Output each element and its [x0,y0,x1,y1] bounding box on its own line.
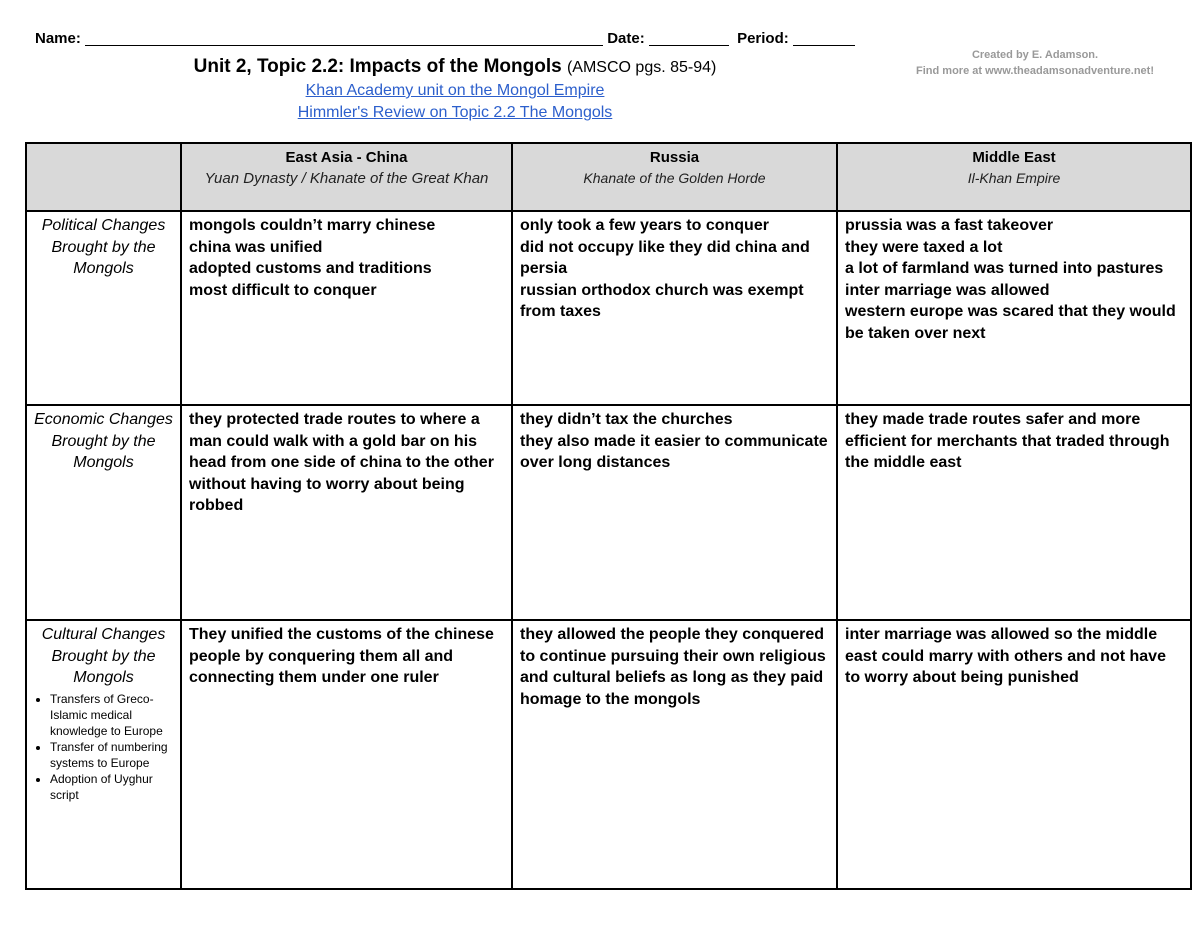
column-name: Russia [649,149,700,166]
cell-line: They unified the customs of the chinese people by conquering them all and connecting them under one ruler [189,626,494,686]
cell-line: only took a few years to conquer [520,217,769,234]
cell-line: they also made it easier to communicate over long distances [520,432,828,471]
cultural-bullet-list [34,691,173,803]
row-label: Economic Changes Brought by the Mongols [34,411,173,471]
row-label-political [26,211,181,405]
credit-line-2: Find more at www.theadamsonadventure.net! [916,65,1154,77]
cell-line: china was unified [189,238,323,256]
cell-political-middle-east[interactable] [837,211,1191,405]
graphic-organizer-table [25,142,1192,890]
cell-line: they allowed the people they conquered to continue pursuing their own religious and cultural beliefs as long as they paid homage to the mongols [520,626,826,708]
row-label-cultural [26,620,181,889]
column-subtitle: Khanate of the Golden Horde [583,170,766,186]
column-header-middle-east [837,143,1191,211]
cell-line: adopted customs and traditions [189,260,432,277]
row-label: Political Changes Brought by the Mongols [41,217,166,277]
cell-political-russia[interactable] [512,211,837,405]
khan-academy-link[interactable]: Khan Academy unit on the Mongol Empire [305,82,605,99]
cell-line: they protected trade routes to where a man could walk with a gold bar on his head from one side of china to the other without having to worry about being robbed [189,411,494,514]
list-item: • Adoption of Uyghur script [50,771,173,803]
cell-economic-china[interactable] [181,405,512,620]
cell-economic-middle-east[interactable] [837,405,1191,620]
cell-line: did not occupy like they did china and persia [520,238,810,277]
name-label: Name: [35,30,81,47]
table-row-economic [26,405,1191,620]
cell-line: inter marriage was allowed [845,281,1050,299]
credit-line-1: Created by E. Adamson. [971,49,1099,61]
cell-line: inter marriage was allowed so the middle east could marry with others and not have to worry about being punished [845,626,1166,686]
period-label: Period: [737,30,789,47]
cell-cultural-china[interactable] [181,620,512,889]
himmler-review-link[interactable]: Himmler's Review on Topic 2.2 The Mongols [297,104,613,121]
cell-line: mongols couldn’t marry chinese [189,217,436,234]
cell-line: russian orthodox church was exempt from taxes [520,281,804,320]
title-block [140,55,770,124]
column-subtitle: Il-Khan Empire [967,170,1061,186]
cell-line: a lot of farmland was turned into pastures [845,260,1164,277]
credit-block [880,47,1190,79]
table-header-row [26,143,1191,211]
title-main: Unit 2, Topic 2.2: Impacts of the Mongols [193,56,562,77]
period-field[interactable] [793,30,855,46]
title-sub: (AMSCO pgs. 85-94) [566,59,717,76]
cell-economic-russia[interactable] [512,405,837,620]
cell-cultural-middle-east[interactable] [837,620,1191,889]
date-field[interactable] [649,30,729,46]
cell-line: they were taxed a lot [845,238,1003,256]
page-title [140,55,770,80]
column-name: East Asia - China [285,149,408,166]
list-item: • Transfers of Greco-Islamic medical knowledge to Europe [50,691,173,739]
corner-cell [26,143,181,211]
cell-political-china[interactable] [181,211,512,405]
cell-line: most difficult to conquer [189,281,377,299]
cell-cultural-russia[interactable] [512,620,837,889]
cell-line: prussia was a fast takeover [845,217,1054,234]
row-label-economic [26,405,181,620]
column-name: Middle East [972,149,1056,166]
name-field[interactable] [85,30,603,46]
column-header-china [181,143,512,211]
column-subtitle: Yuan Dynasty / Khanate of the Great Khan [204,170,489,187]
date-label: Date: [607,30,645,47]
table-row-cultural [26,620,1191,889]
cell-line: western europe was scared that they would be taken over next [845,303,1176,342]
column-header-russia [512,143,837,211]
row-label: Cultural Changes Brought by the Mongols [41,626,166,686]
cell-line: they made trade routes safer and more efficient for merchants that traded through the middle east [845,411,1170,471]
cell-line: they didn’t tax the churches [520,411,733,428]
list-item: • Transfer of numbering systems to Europe [50,739,173,771]
table-row-political [26,211,1191,405]
name-date-period-line [35,30,855,52]
